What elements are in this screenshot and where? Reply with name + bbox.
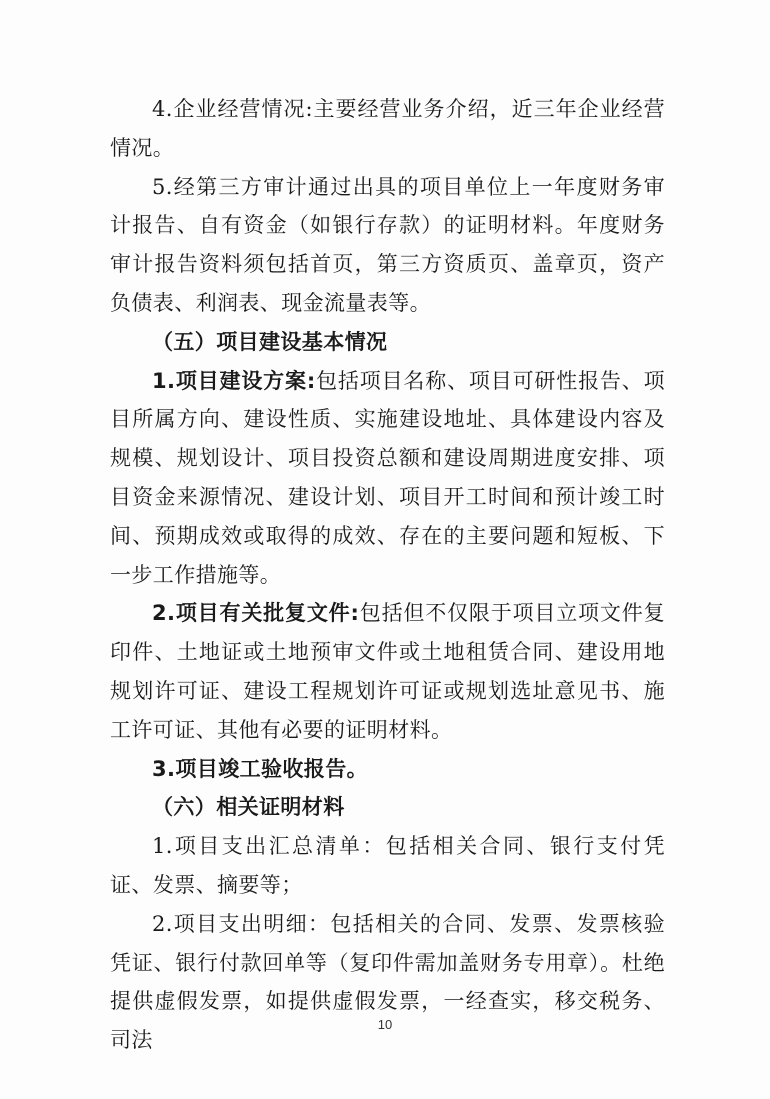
paragraph-expense-details: 2.项目支出明细：包括相关的合同、发票、发票核验凭证、银行付款回单等（复印件需加盖财务专用章）。杜绝提供虚假发票，如提供虚假发票，一经查实，移交税务、司法 [110, 911, 665, 1053]
section-heading-project-construction: （五）项目建设基本情况 [152, 329, 388, 354]
paragraph-audit-report: 5.经第三方审计通过出具的项目单位上一年度财务审计报告、自有资金（如银行存款）的证明材料。年度财务审计报告资料须包括首页，第三方资质页、盖章页，资产负债表、利润表、现金流量表等。 [110, 174, 665, 315]
paragraph-approval-documents [110, 594, 665, 749]
paragraph-business-info: 4.企业经营情况:主要经营业务介绍，近三年企业经营情况。 [110, 97, 665, 160]
page-number: 10 [377, 1017, 393, 1032]
paragraph-lead: 3.项目竣工验收报告。 [152, 756, 368, 781]
paragraph-lead: 1.项目建设方案: [152, 368, 316, 393]
paragraph-text: 包括项目名称、项目可研性报告、项目所属方向、建设性质、实施建设地址、具体建设内容及规模、规划设计、项目投资总额和建设周期进度安排、项目资金来源情况、建设计划、项目开工时间和预计竣工时间、预期成效或取得的成效、存在的主要问题和短板、下一步工作措施等。 [110, 368, 665, 587]
paragraph-expense-summary: 1.项目支出汇总清单：包括相关合同、银行支付凭证、发票、摘要等； [110, 834, 665, 897]
paragraph-completion-report [110, 750, 665, 789]
paragraph-construction-plan [110, 362, 665, 595]
paragraph-text: 包括但不仅限于项目立项文件复印件、土地证或土地预审文件或土地租赁合同、建设用地规划许可证、建设工程规划许可证或规划选址意见书、施工许可证、其他有必要的证明材料。 [110, 601, 665, 742]
page-body [110, 90, 665, 1060]
paragraph-lead: 2.项目有关批复文件: [152, 601, 360, 626]
section-heading-supporting-materials: （六）相关证明材料 [152, 795, 345, 820]
